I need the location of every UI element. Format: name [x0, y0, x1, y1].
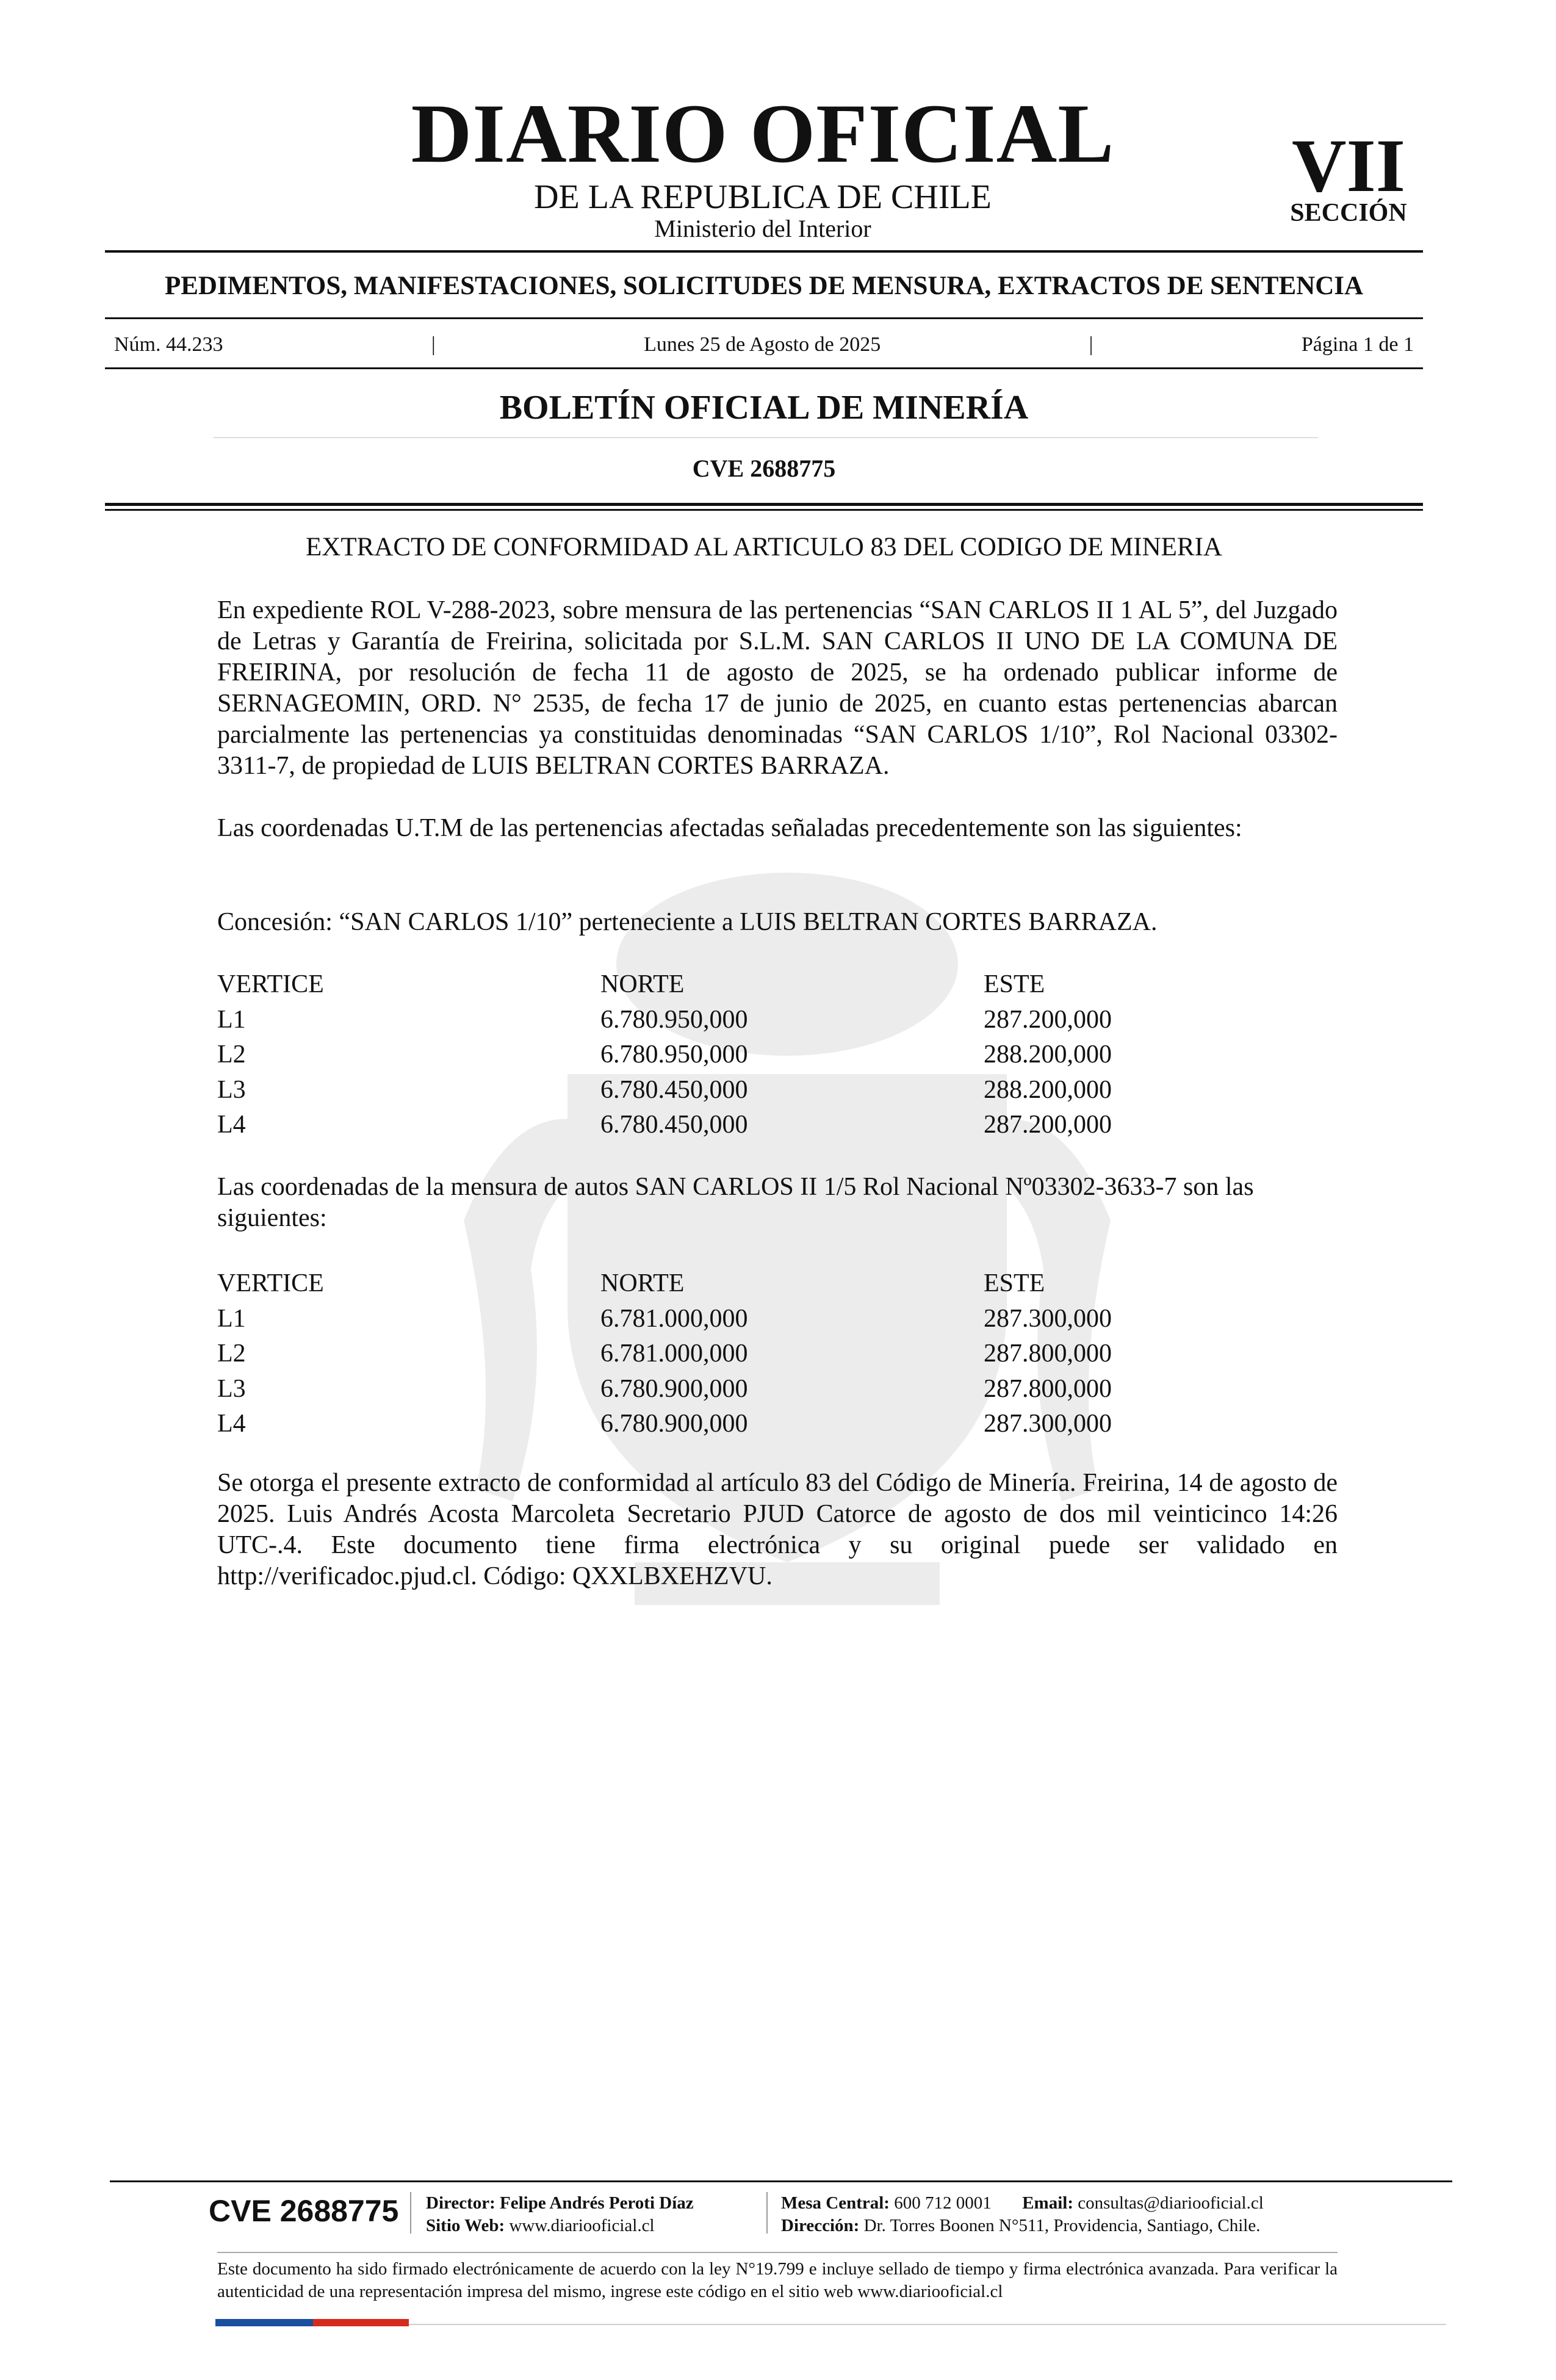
table-row: [217, 1302, 1228, 1337]
phone-label: Mesa Central:: [781, 2193, 890, 2213]
cell-norte: 6.780.450,000: [600, 1075, 748, 1104]
footer-contact: [781, 2192, 1264, 2215]
header-este: ESTE: [984, 1269, 1045, 1297]
footer-address: [781, 2215, 1260, 2237]
flag-stripe-line: [409, 2324, 1446, 2325]
email-link[interactable]: consultas@diariooficial.cl: [1078, 2193, 1264, 2213]
cell-vertice: L3: [217, 1374, 246, 1403]
cell-este: 287.300,000: [984, 1410, 1112, 1438]
coordinates-table-1: [217, 967, 1228, 1143]
director-name: Felipe Andrés Peroti Díaz: [500, 2193, 694, 2213]
concession-line: Concesión: “SAN CARLOS 1/10” perteneciente a LUIS BELTRAN CORTES BARRAZA.: [217, 908, 1158, 936]
email-label: Email:: [1022, 2193, 1073, 2213]
meta-separator: |: [431, 333, 436, 356]
page-indicator: Página 1 de 1: [1301, 333, 1414, 356]
masthead-divider: [105, 250, 1423, 253]
table-row: [217, 1407, 1228, 1442]
section-title: PEDIMENTOS, MANIFESTACIONES, SOLICITUDES DE MENSURA, EXTRACTOS DE SENTENCIA: [164, 272, 1364, 300]
header-thick-divider: [105, 503, 1423, 506]
cell-norte: 6.780.900,000: [600, 1410, 748, 1438]
table-row: [217, 1336, 1228, 1372]
header-vertice: VERTICE: [217, 970, 324, 998]
address-value: Dr. Torres Boonen N°511, Providencia, Santiago, Chile.: [863, 2216, 1261, 2235]
cell-vertice: L4: [217, 1111, 246, 1139]
paragraph-3: Las coordenadas de la mensura de autos SAN CARLOS II 1/5 Rol Nacional Nº03302-3633-7 son las siguientes:: [217, 1173, 1254, 1232]
footer-cve-code: CVE 2688775: [209, 2194, 399, 2228]
website-label: Sitio Web:: [426, 2216, 505, 2235]
table-row: [217, 1372, 1228, 1407]
cve-code: CVE 2688775: [692, 455, 836, 482]
section-divider: [105, 317, 1423, 319]
website-link[interactable]: www.diariooficial.cl: [509, 2216, 655, 2235]
footer-divider: [110, 2180, 1452, 2182]
cell-norte: 6.780.450,000: [600, 1111, 748, 1139]
cell-este: 288.200,000: [984, 1040, 1112, 1069]
cell-norte: 6.781.000,000: [600, 1304, 748, 1333]
table-row: [217, 1108, 1228, 1143]
phone-value: 600 712 0001: [894, 2193, 992, 2213]
header-este: ESTE: [984, 970, 1045, 998]
header-norte: NORTE: [600, 970, 685, 998]
coordinates-table-2: [217, 1266, 1228, 1442]
section-number: VII: [1291, 124, 1406, 207]
flag-stripe-blue: [215, 2319, 313, 2326]
meta-separator: |: [1089, 333, 1093, 356]
table-header-row: [217, 967, 1228, 1003]
footer-separator: [766, 2192, 768, 2234]
table-row: [217, 1037, 1228, 1073]
header-norte: NORTE: [600, 1269, 685, 1297]
boletin-title: BOLETÍN OFICIAL DE MINERÍA: [499, 389, 1029, 427]
paragraph-2: Las coordenadas U.T.M de las pertenencias afectadas señaladas precedentemente son las siguientes:: [217, 814, 1242, 842]
address-label: Dirección:: [781, 2216, 860, 2235]
flag-stripe-red: [313, 2319, 409, 2326]
meta-divider: [105, 367, 1423, 369]
cell-este: 288.200,000: [984, 1075, 1112, 1104]
paragraph-4: Se otorga el presente extracto de conformidad al artículo 83 del Código de Minería. Freirina, 14 de agosto de 2025. Luis Andrés Acosta Marcoleta Secretario PJUD Catorce de agosto de dos mil veinticinco 14:26 UTC-.4. Este documento tiene firma electrónica y su original puede ser validado en http://verificadoc.pjud.cl. Código: QXXLBXEHZVU.: [217, 1469, 1338, 1590]
footer-separator: [410, 2192, 411, 2234]
issue-meta: [114, 334, 1414, 355]
cell-vertice: L2: [217, 1040, 246, 1069]
cell-vertice: L4: [217, 1410, 246, 1438]
cell-este: 287.200,000: [984, 1111, 1112, 1139]
table-row: [217, 1073, 1228, 1108]
cell-vertice: L1: [217, 1005, 246, 1034]
cell-norte: 6.780.950,000: [600, 1005, 748, 1034]
cell-vertice: L3: [217, 1075, 246, 1104]
footer-website: [426, 2215, 655, 2237]
masthead-ministry: Ministerio del Interior: [654, 215, 871, 242]
section-label: SECCIÓN: [1290, 199, 1407, 227]
footer-director: [426, 2192, 694, 2215]
header-thin-divider: [105, 509, 1423, 511]
cell-norte: 6.780.950,000: [600, 1040, 748, 1069]
director-label: Director:: [426, 2193, 495, 2213]
cell-norte: 6.780.900,000: [600, 1374, 748, 1403]
header-vertice: VERTICE: [217, 1269, 324, 1297]
document-heading: EXTRACTO DE CONFORMIDAD AL ARTICULO 83 DEL CODIGO DE MINERIA: [306, 533, 1222, 561]
cell-vertice: L1: [217, 1304, 246, 1333]
issue-date: Lunes 25 de Agosto de 2025: [644, 333, 881, 356]
table-row: [217, 1003, 1228, 1038]
table-header-row: [217, 1266, 1228, 1302]
cell-este: 287.800,000: [984, 1340, 1112, 1368]
boletin-divider: [214, 437, 1318, 438]
issue-number: Núm. 44.233: [114, 333, 223, 356]
masthead-subtitle: DE LA REPUBLICA DE CHILE: [534, 178, 992, 216]
masthead-title: DIARIO OFICIAL: [411, 87, 1115, 180]
cell-este: 287.800,000: [984, 1374, 1112, 1403]
cell-este: 287.300,000: [984, 1304, 1112, 1333]
cell-este: 287.200,000: [984, 1005, 1112, 1034]
paragraph-1: En expediente ROL V-288-2023, sobre mensura de las pertenencias “SAN CARLOS II 1 AL 5”, del Juzgado de Letras y Garantía de Freirina, solicitada por S.L.M. SAN CARLOS II UNO DE LA COMUNA DE FREIRINA, por resolución de fecha 11 de agosto de 2025, se ha ordenado publicar informe de SERNAGEOMIN, ORD. N° 2535, de fecha 17 de junio de 2025, en cuanto estas pertenencias abarcan parcialmente las pertenencias ya constituidas denominadas “SAN CARLOS 1/10”, Rol Nacional 03302-3311-7, de propiedad de LUIS BELTRAN CORTES BARRAZA.: [217, 596, 1338, 780]
footer-note-divider: [217, 2252, 1338, 2253]
cell-norte: 6.781.000,000: [600, 1340, 748, 1368]
footer-legal-note: Este documento ha sido firmado electrónicamente de acuerdo con la ley N°19.799 e incluye sellado de tiempo y firma electrónica avanzada. Para verificar la autenticidad de una representación impresa del mismo, ingrese este código en el sitio web www.diariooficial.cl: [217, 2259, 1338, 2301]
cell-vertice: L2: [217, 1340, 246, 1368]
